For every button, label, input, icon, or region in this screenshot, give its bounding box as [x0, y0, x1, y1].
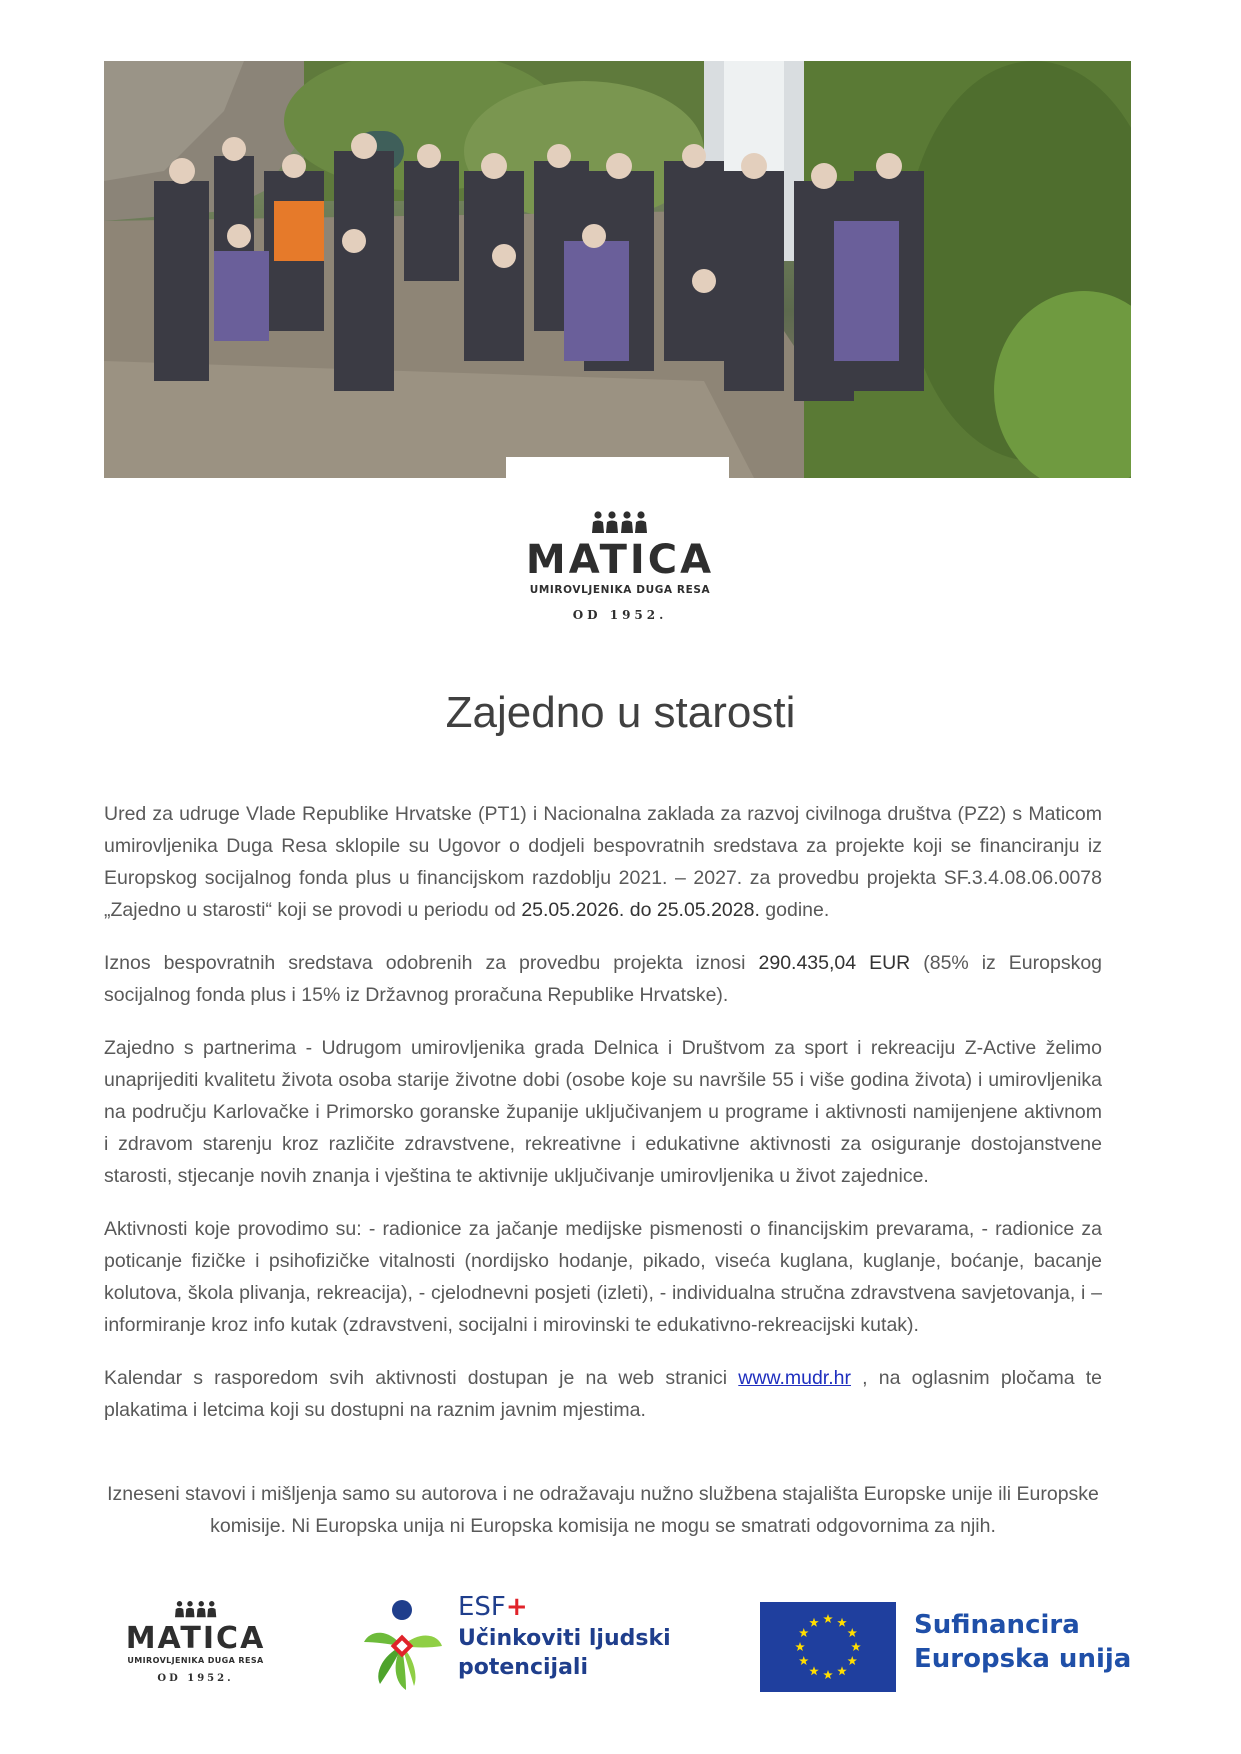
- eu-cofunding-logo: [760, 1602, 1140, 1692]
- eu-flag-icon: [760, 1602, 896, 1692]
- esf-flower-icon: [358, 1598, 446, 1694]
- eu-star: [847, 1628, 857, 1637]
- paragraph-calendar: [104, 1362, 1102, 1426]
- esf-logo: [358, 1590, 678, 1700]
- esf-line-2: potencijali: [458, 1655, 589, 1680]
- paragraph1-end: godine.: [759, 899, 830, 921]
- eu-star: [795, 1642, 805, 1651]
- paragraph-funding: [104, 947, 1102, 1011]
- eu-disclaimer: Izneseni stavovi i mišljenja samo su autorova i ne odražavaju nužno službena stajališta Europske unije ili Europske komisije. Ni Europska unija ni Europska komisija ne mogu se smatrati odgovornima za njih.: [107, 1483, 1099, 1537]
- eu-star: [799, 1656, 809, 1665]
- eu-star: [809, 1666, 819, 1675]
- paragraph2-text: Iznos bespovratnih sredstava odobrenih za provedbu projekta iznosi: [104, 952, 759, 974]
- header-group-photo: [104, 61, 1131, 478]
- eu-star: [837, 1618, 847, 1627]
- website-link[interactable]: www.mudr.hr: [738, 1367, 851, 1389]
- paragraph-contract: [104, 798, 1102, 926]
- people-logo-icon: [173, 1600, 219, 1618]
- esf-line-1: Učinkoviti ljudski: [458, 1626, 671, 1651]
- photo-notch: [506, 457, 729, 479]
- eu-star: [837, 1666, 847, 1675]
- people-logo-icon: [590, 508, 650, 536]
- esf-plus-sign: +: [505, 1592, 528, 1622]
- footer-matica-logo: [118, 1600, 273, 1700]
- eu-star: [823, 1670, 833, 1679]
- logo-title: MATICA: [525, 537, 715, 583]
- paragraph-partners: Zajedno s partnerima - Udrugom umirovljenika grada Delnica i Društvom za sport i rekreaciju Z-Active želimo unaprijediti kvalitetu života osoba starije životne dobi (osobe koje su navršile 55 i više godina života) i umirovljenika na području Karlovačke i Primorsko goranske županije uključivanjem u programe i aktivnosti namijenjene aktivnom i zdravom starenju kroz različite zdravstvene, rekreativne i edukativne aktivnosti za osiguranje dostojanstvene starosti, stjecanje novih znanja i vještina te aktivnije uključivanje umirovljenika u život zajednice.: [104, 1037, 1102, 1187]
- footer-logo-title: MATICA: [125, 1621, 266, 1656]
- page-title: Zajedno u starosti: [445, 688, 796, 737]
- grant-amount: 290.435,04 EUR: [758, 952, 911, 974]
- logo-year: OD 1952.: [572, 608, 668, 622]
- footer-logo-year: OD 1952.: [157, 1673, 234, 1684]
- eu-star: [851, 1642, 861, 1651]
- eu-star: [809, 1618, 819, 1627]
- eu-line-1: Sufinancira: [914, 1610, 1080, 1640]
- matica-logo: [500, 508, 740, 632]
- paragraph1-text: Ured za udruge Vlade Republike Hrvatske (PT1) i Nacionalna zaklada za razvoj civilnoga društva (PZ2) s Maticom umirovljenika Duga Resa sklopile su Ugovor o dodjeli bespovratnih sredstava za projekte koji se financiranju iz Europskog socijalnog fonda plus u financijskom razdoblju 2021. – 2027. za provedbu projekta SF.3.4.08.06.0078 „Zajedno u starosti“ koji se provodi u periodu od: [104, 803, 1102, 921]
- paragraph-activities: Aktivnosti koje provodimo su: - radionice za jačanje medijske pismenosti o financijskim prevarama, - radionice za poticanje fizičke i psihofizičke vitalnosti (nordijsko hodanje, pikado, viseća kuglana, kuglanje, boćanje, bacanje kolutova, škola plivanja, rekreacija), - cjelodnevni posjeti (izleti), - individualna stručna zdravstvena savjetovanja, i – informiranje kroz info kutak (zdravstveni, socijalni i mirovinski te edukativno-rekreacijski kutak).: [104, 1218, 1102, 1336]
- eu-star: [799, 1628, 809, 1637]
- eu-star: [823, 1614, 833, 1623]
- paragraph5-text: Kalendar s rasporedom svih aktivnosti dostupan je na web stranici: [104, 1367, 739, 1389]
- logo-subtitle: UMIROVLJENIKA DUGA RESA: [529, 584, 711, 596]
- esf-text: [458, 1590, 671, 1682]
- eu-line-2: Europska unija: [914, 1644, 1132, 1674]
- esf-title: ESF: [458, 1592, 506, 1622]
- body-text: [104, 798, 1102, 1447]
- paragraph2-end: (85% iz Europskog socijalnog fonda plus i 15% iz Državnog proračuna Republike Hrvatske).: [104, 952, 1103, 1006]
- eu-text: [914, 1608, 1131, 1676]
- project-dates: 25.05.2026. do 25.05.2028.: [521, 899, 760, 921]
- group-photo-icon: [104, 61, 1131, 478]
- footer-logo-subtitle: UMIROVLJENIKA DUGA RESA: [127, 1656, 264, 1665]
- paragraph5-end: , na oglasnim pločama te plakatima i letcima koji su dostupni na raznim javnim mjestima.: [104, 1367, 1103, 1421]
- eu-star: [847, 1656, 857, 1665]
